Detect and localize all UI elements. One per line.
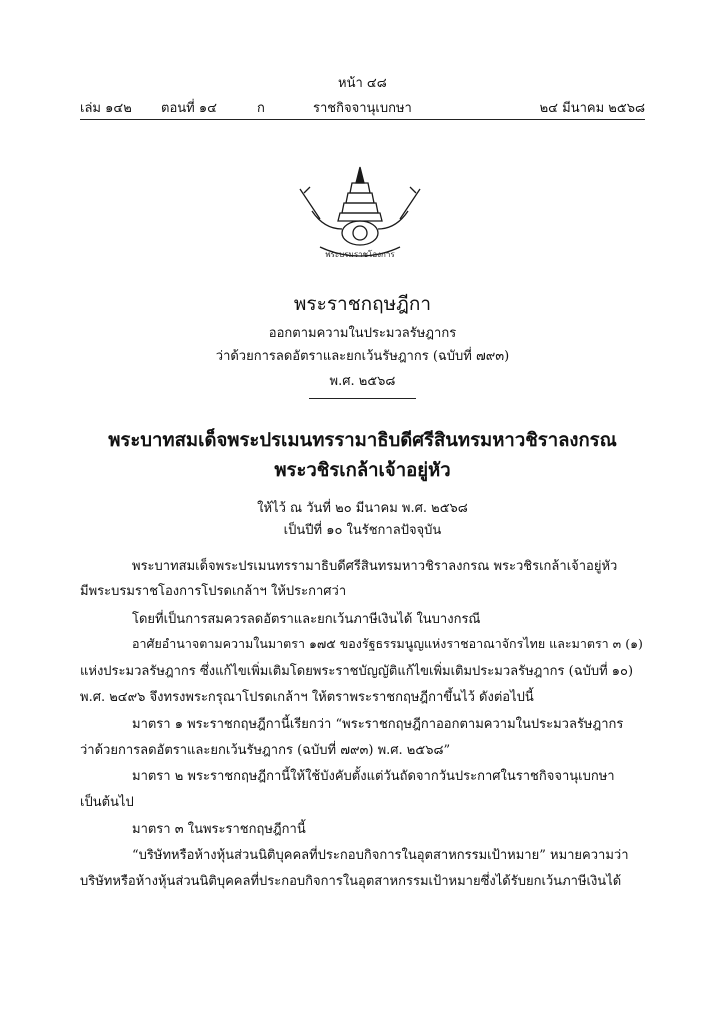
king-name-line1: พระบาทสมเด็จพระปรเมนทรรามาธิบดีศรีสินทรมหาวชิราลงกรณ (108, 430, 617, 451)
body-line-3: โดยที่เป็นการสมควรลดอัตราและยกเว้นภาษีเงินได้ ในบางกรณี (132, 612, 481, 627)
body-line-4: อาศัยอำนาจตามความในมาตรา ๑๗๕ ของรัฐธรรมนูญแห่งราชอาณาจักรไทย และมาตรา ๓ (๑) (132, 636, 643, 651)
svg-text:พระบรมราชโองการ: พระบรมราชโองการ (325, 250, 395, 259)
gazette-date: ๒๔ มีนาคม ๒๕๖๘ (539, 101, 645, 116)
section-2-line-2: เป็นต้นไป (80, 795, 134, 810)
header-rule (80, 119, 645, 120)
given-date: ให้ไว้ ณ วันที่ ๒๐ มีนาคม พ.ศ. ๒๕๖๘ (257, 501, 468, 516)
title-rule (309, 398, 416, 399)
king-name-line2: พระวชิรเกล้าเจ้าอยู่หัว (274, 460, 451, 481)
section-1-line-1: มาตรา ๑ พระราชกฤษฎีกานี้เรียกว่า “พระราชกฤษฎีกาออกตามความในประมวลรัษฎากร (132, 717, 624, 732)
gazette-volume: เล่ม ๑๔๒ (80, 101, 132, 116)
gazette-section: ตอนที่ ๑๔ (161, 101, 217, 116)
gazette-name: ราชกิจจานุเบกษา (313, 101, 412, 116)
decree-title: พระราชกฤษฎีกา (293, 293, 432, 315)
decree-subject: ว่าด้วยการลดอัตราและยกเว้นรัษฎากร (ฉบับที่ ๗๙๓) (215, 349, 510, 364)
gazette-section-type: ก (257, 101, 265, 116)
section-3-heading: มาตรา ๓ ในพระราชกฤษฎีกานี้ (132, 822, 306, 837)
section-1-line-2: ว่าด้วยการลดอัตราและยกเว้นรัษฎากร (ฉบับที่ ๗๙๓) พ.ศ. ๒๕๖๘” (80, 743, 451, 758)
definition-line-2: บริษัทหรือห้างหุ้นส่วนนิติบุคคลที่ประกอบกิจการในอุตสาหกรรมเป้าหมายซึ่งได้รับยกเว้นภาษีเงินได้ (80, 874, 622, 889)
royal-seal-emblem (290, 163, 430, 263)
body-line-2: มีพระบรมราชโองการโปรดเกล้าฯ ให้ประกาศว่า (80, 584, 347, 599)
section-2-line-1: มาตรา ๒ พระราชกฤษฎีกานี้ให้ใช้บังคับตั้งแต่วันถัดจากวันประกาศในราชกิจจานุเบกษา (132, 769, 615, 784)
page-number: หน้า ๔๘ (338, 76, 387, 91)
decree-subtitle: ออกตามความในประมวลรัษฎากร (268, 326, 457, 341)
body-line-1: พระบาทสมเด็จพระปรเมนทรรามาธิบดีศรีสินทรมหาวชิราลงกรณ พระวชิรเกล้าเจ้าอยู่หัว (132, 559, 618, 574)
decree-year: พ.ศ. ๒๕๖๘ (329, 374, 396, 389)
body-line-5: แห่งประมวลรัษฎากร ซึ่งแก้ไขเพิ่มเติมโดยพระราชบัญญัติแก้ไขเพิ่มเติมประมวลรัษฎากร (ฉบับที่ ๑๐) (80, 664, 634, 679)
definition-line-1: “บริษัทหรือห้างหุ้นส่วนนิติบุคคลที่ประกอบกิจการในอุตสาหกรรมเป้าหมาย” หมายความว่า (132, 848, 629, 863)
reign-year: เป็นปีที่ ๑๐ ในรัชกาลปัจจุบัน (283, 523, 442, 538)
body-line-6: พ.ศ. ๒๔๙๖ จึงทรงพระกรุณาโปรดเกล้าฯ ให้ตราพระราชกฤษฎีกาขึ้นไว้ ดังต่อไปนี้ (80, 690, 534, 705)
